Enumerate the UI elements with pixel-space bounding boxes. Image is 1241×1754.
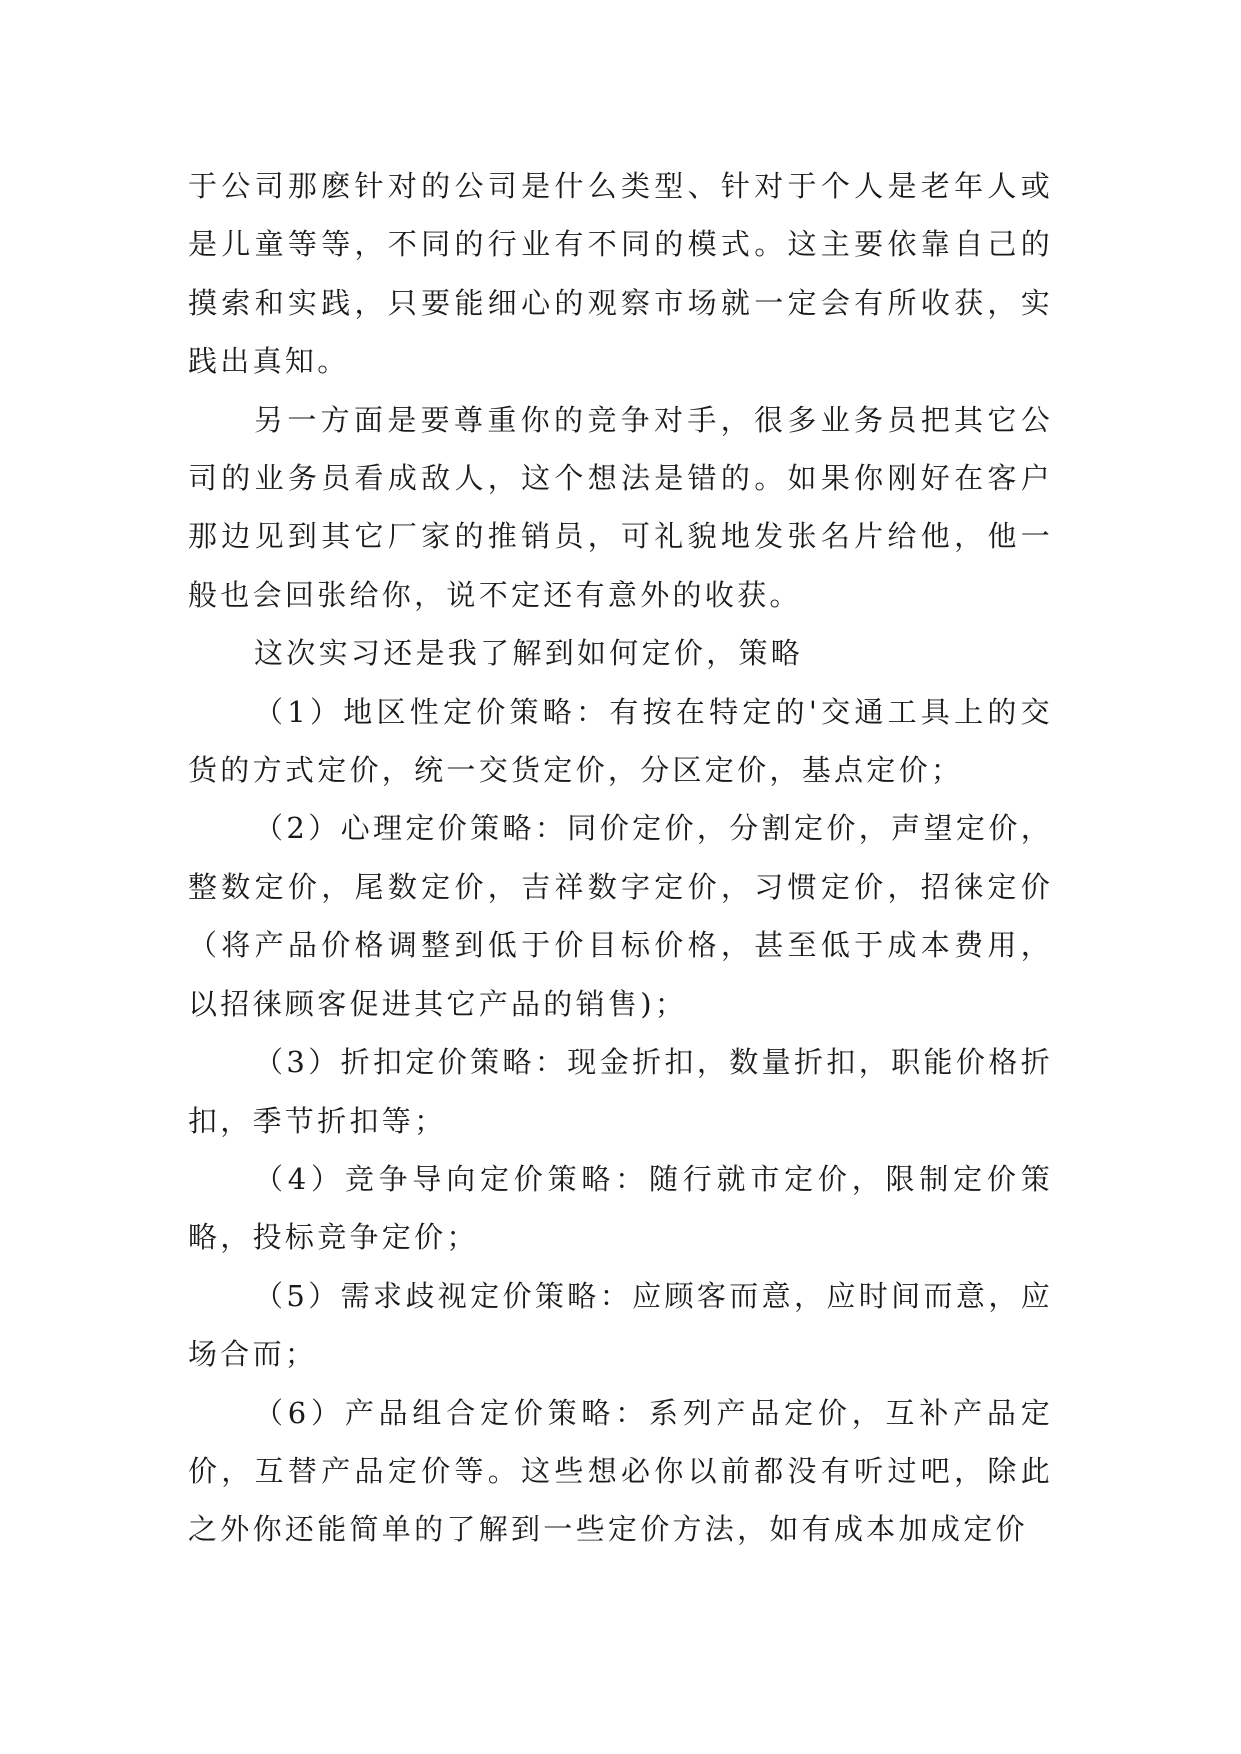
paragraph-strategy-6: （6）产品组合定价策略：系列产品定价，互补产品定价，互替产品定价等。这些想必你以前都没有听过吧，除此之外你还能简单的了解到一些定价方法，如有成本加成定价 (188, 1395, 1053, 1547)
document-body (188, 157, 1053, 1559)
paragraph-strategy-4: （4）竞争导向定价策略：随行就市定价，限制定价策略，投标竞争定价； (188, 1161, 1053, 1255)
paragraph-strategy-3: （3）折扣定价策略：现金折扣，数量折扣，职能价格折扣，季节折扣等； (188, 1045, 1053, 1138)
paragraph-competitors: 另一方面是要尊重你的竞争对手，很多业务员把其它公司的业务员看成敌人，这个想法是错的。如果你刚好在客户那边见到其它厂家的推销员，可礼貌地发张名片给他，他一般也会回张给你，说不定还有意外的收获。 (188, 402, 1053, 612)
paragraph-strategy-2: （2）心理定价策略：同价定价，分割定价，声望定价，整数定价，尾数定价，吉祥数字定价，习惯定价，招徕定价（将产品价格调整到低于价目标价格，甚至低于成本费用，以招徕顾客促进其它产品的销售)； (188, 811, 1053, 1021)
paragraph-pricing-intro: 这次实习还是我了解到如何定价，策略 (254, 636, 804, 671)
paragraph-strategy-5: （5）需求歧视定价策略：应顾客而意，应时间而意，应场合而； (188, 1278, 1053, 1372)
paragraph-strategy-1: （1）地区性定价策略：有按在特定的'交通工具上的交货的方式定价，统一交货定价，分区定价，基点定价； (188, 694, 1053, 788)
paragraph-continuation: 于公司那麽针对的公司是什么类型、针对于个人是老年人或是儿童等等，不同的行业有不同的模式。这主要依靠自己的摸索和实践，只要能细心的观察市场就一定会有所收获，实践出真知。 (188, 169, 1053, 379)
